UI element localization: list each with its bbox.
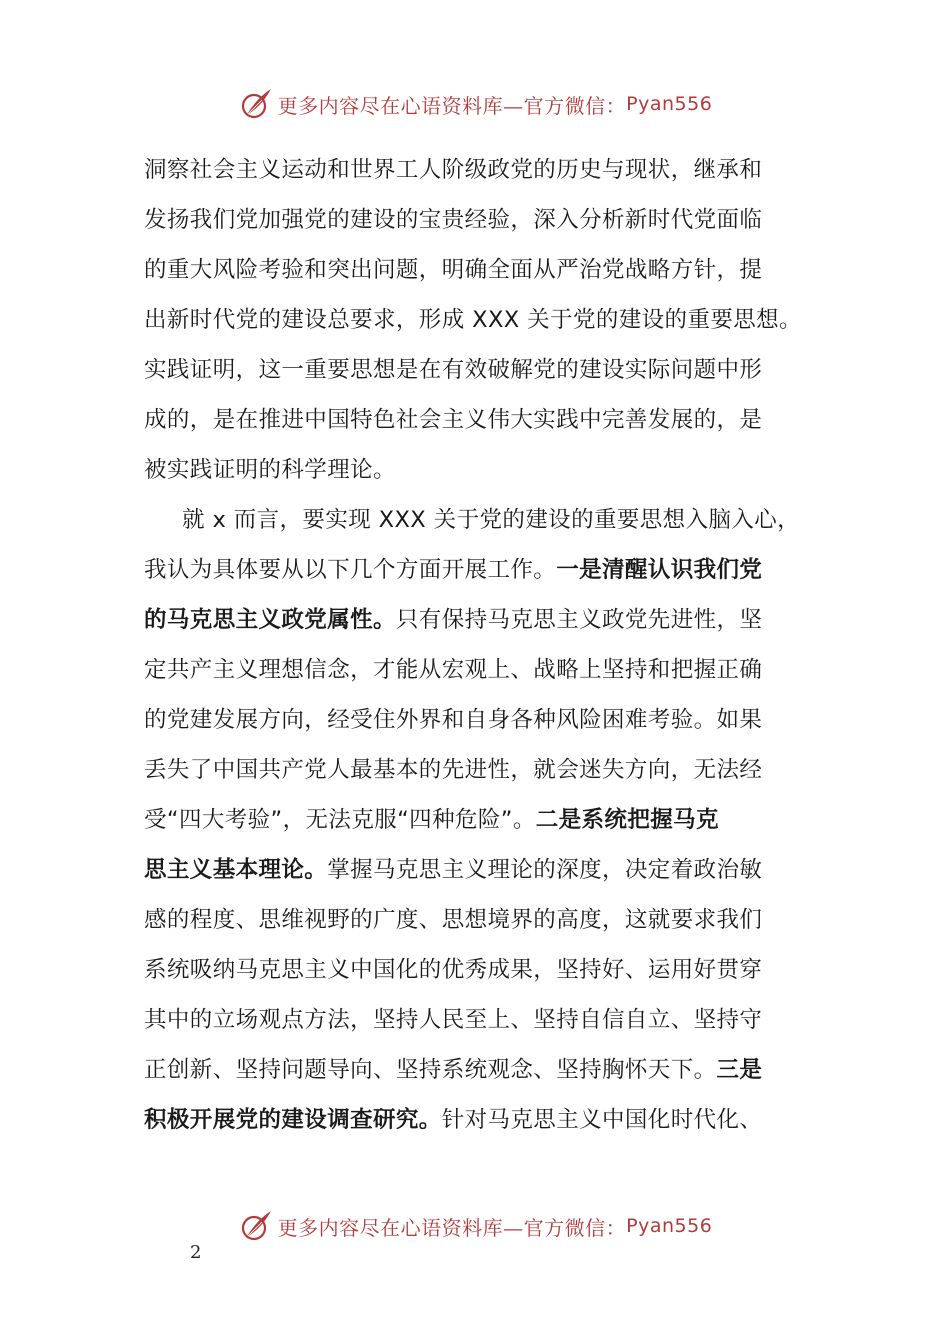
quill-logo-icon <box>238 86 274 122</box>
text-line <box>144 795 794 845</box>
text-line <box>144 995 794 1045</box>
text-line <box>144 195 794 245</box>
body-text: 只有保持马克思主义政党先进性，坚 <box>395 607 763 633</box>
text-line <box>144 945 794 995</box>
footer-watermark-banner <box>0 1206 950 1246</box>
body-text: 的重大风险考验和突出问题，明确全面从严治党战略方针，提 <box>144 257 763 283</box>
text-line <box>144 1095 794 1145</box>
bold-heading-text: 积极开展党的建设调查研究。 <box>144 1107 442 1133</box>
text-line <box>144 845 794 895</box>
bold-heading-text: 三是 <box>716 1057 763 1083</box>
text-line <box>144 745 794 795</box>
text-line <box>144 395 794 445</box>
page-number: 2 <box>190 1242 202 1263</box>
body-text: 出新时代党的建设总要求，形成 XXX 关于党的建设的重要思想。 <box>144 307 802 333</box>
body-text: 洞察社会主义运动和世界工人阶级政党的历史与现状，继承和 <box>144 157 763 183</box>
text-line <box>144 895 794 945</box>
header-watermark-banner <box>0 84 950 124</box>
text-line <box>144 545 794 595</box>
header-banner-text: 更多内容尽在心语资料库—官方微信： <box>277 93 627 118</box>
footer-banner-text: 更多内容尽在心语资料库—官方微信： <box>277 1215 627 1240</box>
text-line <box>144 645 794 695</box>
body-text: 定共产主义理想信念，才能从宏观上、战略上坚持和把握正确 <box>144 657 763 683</box>
text-line <box>144 345 794 395</box>
bold-heading-text: 的马克思主义政党属性。 <box>144 607 396 633</box>
body-text: 掌握马克思主义理论的深度，决定着政治敏 <box>327 857 763 883</box>
quill-logo-icon <box>238 1208 274 1244</box>
body-text: 的党建发展方向，经受住外界和自身各种风险困难考验。如果 <box>144 707 763 733</box>
text-line <box>144 295 802 345</box>
text-line <box>144 245 794 295</box>
body-text: 感的程度、思维视野的广度、思想境界的高度，这就要求我们 <box>144 907 763 933</box>
text-line <box>144 145 794 195</box>
body-text: 系统吸纳马克思主义中国化的优秀成果，坚持好、运用好贯穿 <box>144 957 763 983</box>
header-banner-wechat-id: Pyan556 <box>626 93 713 115</box>
footer-banner-wechat-id: Pyan556 <box>626 1215 713 1237</box>
body-text: 就 x 而言，要实现 XXX 关于党的建设的重要思想入脑入心， <box>182 507 801 533</box>
body-text: 被实践证明的科学理论。 <box>144 457 396 483</box>
body-text: 我认为具体要从以下几个方面开展工作。 <box>144 557 557 583</box>
body-text: 正创新、坚持问题导向、坚持系统观念、坚持胸怀天下。 <box>144 1057 717 1083</box>
bold-heading-text: 一是清醒认识我们党 <box>556 557 763 583</box>
body-text: 丢失了中国共产党人最基本的先进性，就会迷失方向，无法经 <box>144 757 763 783</box>
body-text: 成的，是在推进中国特色社会主义伟大实践中完善发展的，是 <box>144 407 763 433</box>
body-text: 针对马克思主义中国化时代化、 <box>441 1107 763 1133</box>
document-body <box>144 145 802 1145</box>
text-line <box>144 495 801 545</box>
body-text: 其中的立场观点方法，坚持人民至上、坚持自信自立、坚持守 <box>144 1007 763 1033</box>
body-text: 受“四大考验”，无法克服“四种危险”。 <box>144 807 536 833</box>
body-text: 发扬我们党加强党的建设的宝贵经验，深入分析新时代党面临 <box>144 207 763 233</box>
bold-heading-text: 二是系统把握马克 <box>535 807 719 833</box>
text-line <box>144 1045 794 1095</box>
bold-heading-text: 思主义基本理论。 <box>144 857 328 883</box>
text-line <box>144 695 794 745</box>
text-line <box>144 445 794 495</box>
text-line <box>144 595 794 645</box>
body-text: 实践证明，这一重要思想是在有效破解党的建设实际问题中形 <box>144 357 763 383</box>
